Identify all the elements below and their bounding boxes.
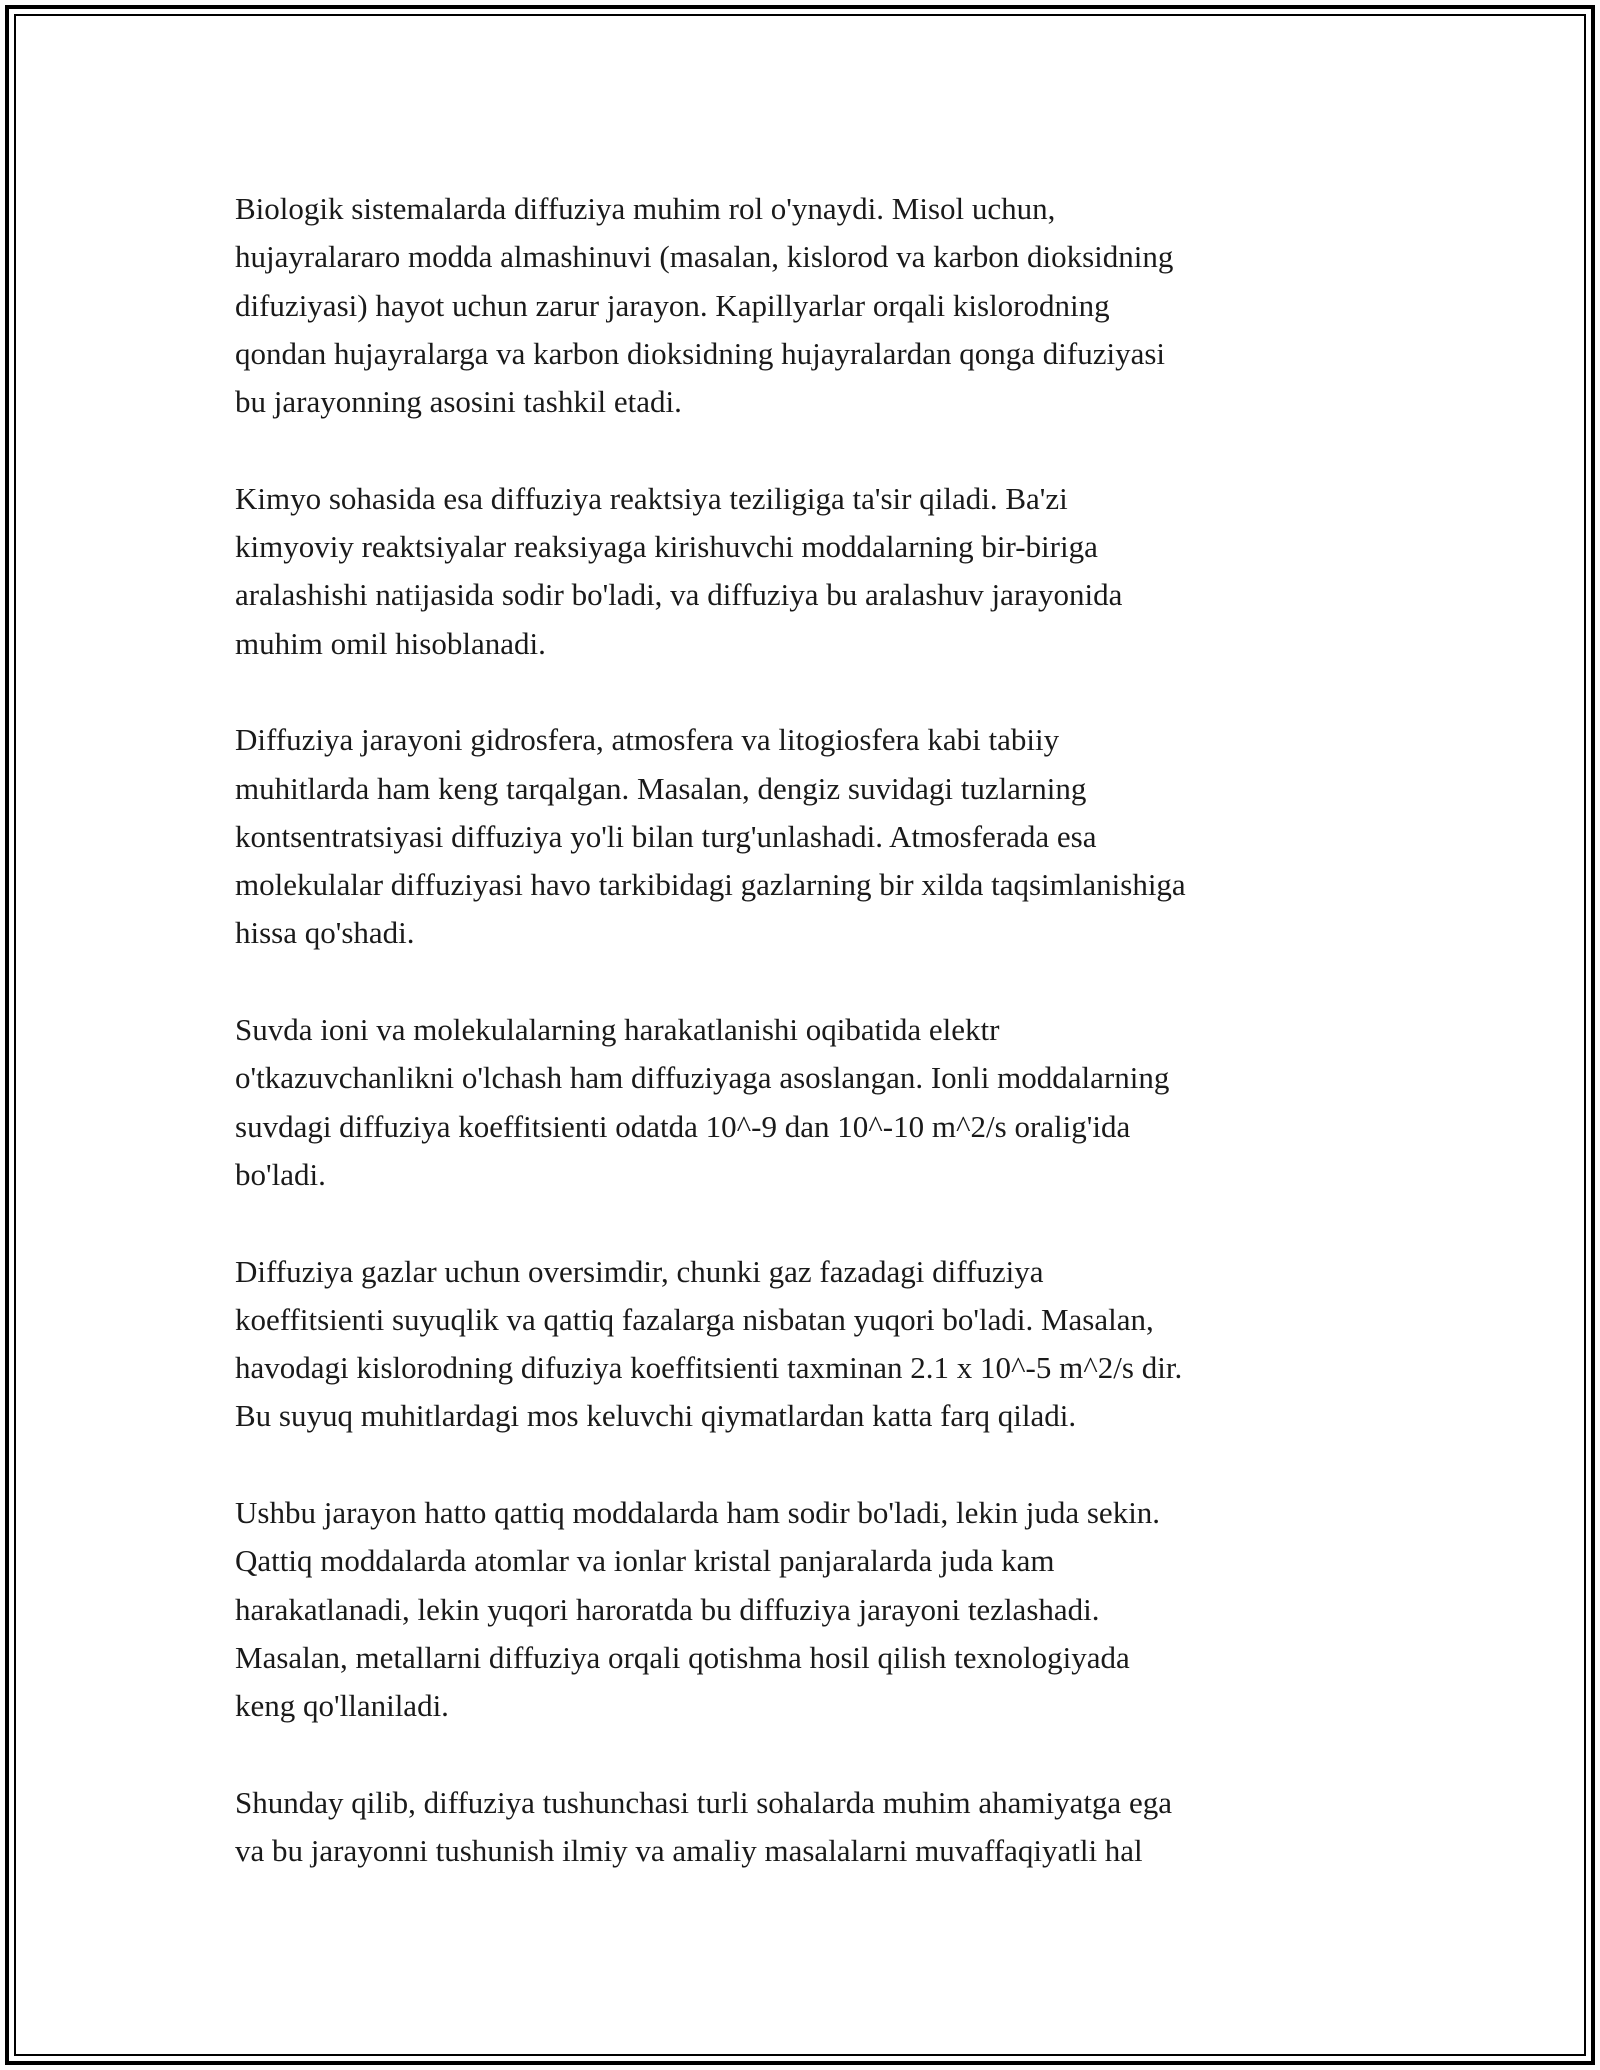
paragraph-biology: [235, 185, 1375, 426]
text-line: Ushbu jarayon hatto qattiq moddalarda ham sodir bo'ladi, lekin juda sekin.: [235, 1495, 1161, 1531]
paragraph-solids: [235, 1489, 1375, 1730]
text-line: Biologik sistemalarda diffuziya muhim rol o'ynaydi. Misol uchun,: [235, 191, 1056, 226]
text-line: difuziyasi) hayot uchun zarur jarayon. Kapillyarlar orqali kislorodning: [235, 287, 1110, 323]
text-line: qondan hujayralarga va karbon dioksidning hujayralardan qonga difuziyasi: [235, 335, 1166, 371]
text-line: Qattiq moddalarda atomlar va ionlar kristal panjaralarda juda kam: [235, 1543, 1055, 1579]
text-line: hissa qo'shadi.: [235, 915, 415, 951]
text-line: harakatlanadi, lekin yuqori haroratda bu diffuziya jarayoni tezlashadi.: [235, 1591, 1100, 1627]
paragraph-chemistry: [235, 475, 1375, 668]
text-line: Shunday qilib, diffuziya tushunchasi turli sohalarda muhim ahamiyatga ega: [235, 1784, 1172, 1820]
document-body: [235, 185, 1375, 1924]
text-line: hujayralararo modda almashinuvi (masalan, kislorod va karbon dioksidning: [235, 239, 1174, 275]
text-line: Diffuziya gazlar uchun oversimdir, chunki gaz fazadagi diffuziya: [235, 1253, 1044, 1289]
paragraph-conclusion: [235, 1779, 1375, 1876]
text-line: muhim omil hisoblanadi.: [235, 625, 546, 661]
text-line: Diffuziya jarayoni gidrosfera, atmosfera va litogiosfera kabi tabiiy: [235, 722, 1060, 758]
text-line: Masalan, metallarni diffuziya orqali qotishma hosil qilish texnologiyada: [235, 1639, 1130, 1675]
paragraph-environment: [235, 716, 1375, 957]
text-line: havodagi kislorodning difuziya koeffitsienti taxminan 2.1 x 10^-5 m^2/s dir.: [235, 1350, 1183, 1386]
text-line: suvdagi diffuziya koeffitsienti odatda 10^-9 dan 10^-10 m^2/s oralig'ida: [235, 1108, 1131, 1144]
text-line: Suvda ioni va molekulalarning harakatlanishi oqibatida elektr: [235, 1012, 1000, 1048]
text-line: kontsentratsiyasi diffuziya yo'li bilan turg'unlashadi. Atmosferada esa: [235, 818, 1097, 854]
text-line: bo'ladi.: [235, 1156, 326, 1192]
text-line: Bu suyuq muhitlardagi mos keluvchi qiymatlardan katta farq qiladi.: [235, 1398, 1077, 1434]
text-line: muhitlarda ham keng tarqalgan. Masalan, dengiz suvidagi tuzlarning: [235, 770, 1087, 806]
text-line: bu jarayonning asosini tashkil etadi.: [235, 384, 682, 420]
text-line: koeffitsienti suyuqlik va qattiq fazalarga nisbatan yuqori bo'ladi. Masalan,: [235, 1301, 1154, 1337]
text-line: aralashishi natijasida sodir bo'ladi, va diffuziya bu aralashuv jarayonida: [235, 577, 1123, 613]
paragraph-water-ions: [235, 1006, 1375, 1199]
text-line: Kimyo sohasida esa diffuziya reaktsiya teziligiga ta'sir qiladi. Ba'zi: [235, 480, 1068, 516]
text-line: kimyoviy reaktsiyalar reaksiyaga kirishuvchi moddalarning bir-biriga: [235, 529, 1098, 565]
text-line: keng qo'llaniladi.: [235, 1688, 449, 1724]
text-line: o'tkazuvchanlikni o'lchash ham diffuziyaga asoslangan. Ionli moddalarning: [235, 1060, 1170, 1096]
text-line: molekulalar diffuziyasi havo tarkibidagi gazlarning bir xilda taqsimlanishiga: [235, 867, 1186, 903]
paragraph-gases: [235, 1248, 1375, 1441]
text-line: va bu jarayonni tushunish ilmiy va amaliy masalalarni muvaffaqiyatli hal: [235, 1833, 1143, 1869]
